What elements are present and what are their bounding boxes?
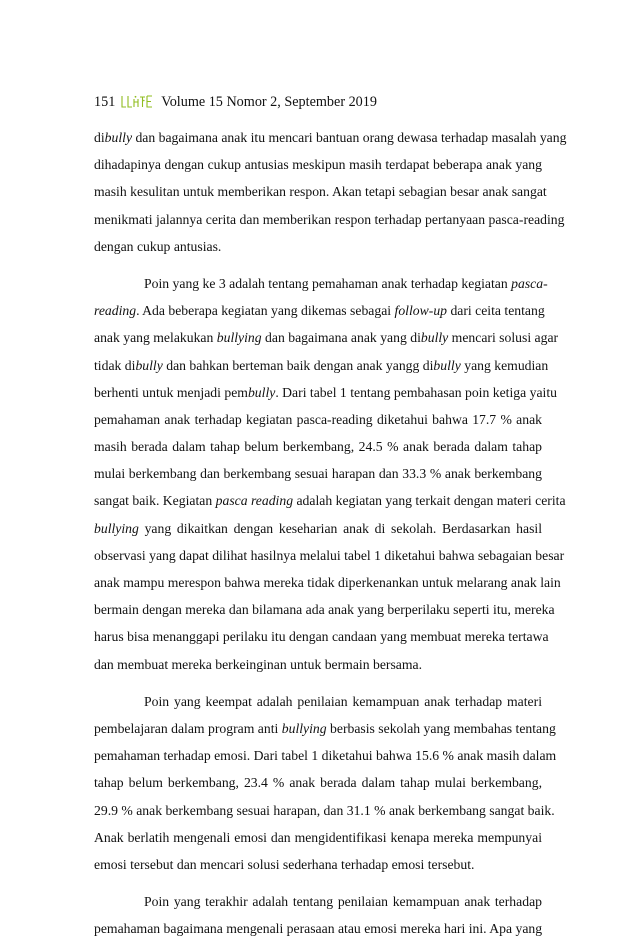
text-line (94, 379, 557, 406)
italic-term: follow-up (394, 303, 448, 319)
text-run: observasi yang dapat dilihat hasilnya melalui tabel 1 diketahui bahwa sebagaian besar (94, 547, 565, 563)
text-line (94, 515, 542, 542)
text-run: berbasis sekolah yang membahas tentang (326, 720, 556, 736)
text-line (94, 742, 557, 769)
text-line (94, 569, 561, 596)
text-line (94, 324, 559, 351)
text-line (94, 915, 542, 942)
text-run: yang dikaitkan dengan keseharian anak di sekolah. Berdasarkan hasil (138, 520, 542, 536)
text-run: bermain dengan mereka dan bilamana ada anak yang berperilaku seperti itu, mereka (94, 602, 555, 618)
italic-term: reading (94, 303, 137, 319)
text-run: pemahaman bagaimana mengenali perasaan atau emosi mereka hari ini. Apa yang (94, 921, 543, 937)
paragraph (94, 124, 567, 260)
text-run: anak yang melakukan (94, 330, 217, 346)
text-run: pemahaman anak terhadap kegiatan pasca-reading diketahui bahwa 17.7 % anak (94, 411, 542, 427)
text-run: pembelajaran dalam program anti (94, 720, 282, 736)
text-run: Poin yang ke 3 adalah tentang pemahaman anak terhadap kegiatan (144, 275, 512, 291)
text-line (94, 769, 542, 796)
text-line (94, 233, 542, 260)
text-line (94, 178, 547, 205)
italic-term: bully (420, 330, 449, 346)
text-run: berhenti untuk menjadi pem (94, 384, 248, 400)
text-line (94, 824, 542, 851)
italic-term: bullying (94, 520, 139, 536)
text-run: adalah kegiatan yang terkait dengan materi cerita (293, 493, 566, 509)
text-run: tahap belum berkembang, 23.4 % anak berada dalam tahap mulai berkembang, (94, 775, 542, 791)
text-run: masih berada dalam tahap belum berkembang, 24.5 % anak berada dalam tahap (94, 439, 542, 455)
text-run: mencari solusi agar (448, 330, 559, 346)
italic-term: bully (247, 384, 276, 400)
paragraph (94, 888, 542, 942)
text-run: masih kesulitan untuk memberikan respon. Akan tetapi sebagian besar anak sangat (94, 184, 547, 200)
text-line (94, 623, 549, 650)
text-run: mulai berkembang dan berkembang sesuai harapan dan 33.3 % anak berkembang (94, 466, 542, 482)
journal-logo (121, 94, 155, 107)
text-line (94, 715, 556, 742)
text-run: dan membuat mereka berkeinginan untuk bermain bersama. (94, 656, 422, 672)
paragraph (94, 688, 557, 878)
text-run: Anak berlatih mengenali emosi dan mengidentifikasi kenapa mereka mempunyai (94, 829, 542, 845)
text-run: emosi tersebut dan mencari solusi sederhana terhadap emosi tersebut. (94, 856, 475, 872)
italic-term: bullying (281, 720, 327, 736)
text-run: dari ceita tentang (447, 303, 545, 319)
text-line (94, 206, 565, 233)
italic-term: bully (433, 357, 461, 373)
italic-term: pasca- (511, 275, 548, 291)
journal-logo-icon (121, 95, 155, 108)
text-run: dan bahkan berteman baik dengan anak yangg di (162, 357, 434, 373)
italic-term: bullying (216, 330, 262, 346)
article-body (94, 124, 567, 942)
text-line (94, 433, 542, 460)
paragraph (94, 270, 566, 678)
italic-term: bully (135, 357, 163, 373)
page-header (94, 92, 377, 112)
text-run: 29.9 % anak berkembang sesuai harapan, dan 31.1 % anak berkembang sangat baik. (94, 802, 555, 818)
text-line (94, 124, 567, 151)
text-run: dan bagaimana anak yang di (261, 330, 421, 346)
text-line (94, 151, 542, 178)
italic-term: pasca reading (215, 493, 294, 509)
text-run: tidak di (94, 357, 136, 373)
text-run: yang kemudian (460, 357, 549, 373)
journal-info: Volume 15 Nomor 2, September 2019 (161, 94, 377, 110)
text-line (94, 487, 566, 514)
text-line (94, 688, 542, 715)
text-run: dengan cukup antusias. (94, 238, 222, 254)
text-run: di (94, 130, 105, 145)
text-line (94, 542, 565, 569)
text-run: menikmati jalannya cerita dan memberikan respon terhadap pertanyaan pasca-reading (94, 211, 565, 227)
text-line (94, 888, 542, 915)
text-line (94, 460, 542, 487)
text-line (94, 406, 542, 433)
text-line (94, 352, 549, 379)
text-run: harus bisa menanggapi perilaku itu dengan candaan yang membuat mereka tertawa (94, 629, 549, 645)
text-run: dihadapinya dengan cukup antusias meskipun masih terdapat beberapa anak yang (94, 157, 542, 173)
text-line (94, 596, 555, 623)
text-run: . Ada beberapa kegiatan yang dikemas sebagai (136, 303, 395, 319)
page-number: 151 (94, 94, 116, 110)
text-line (94, 297, 545, 324)
text-line (94, 851, 542, 878)
text-line (94, 797, 555, 824)
text-run: anak mampu merespon bahwa mereka tidak diperkenankan untuk melarang anak lain (94, 575, 561, 590)
text-line (94, 270, 548, 297)
text-run: Poin yang terakhir adalah tentang penilaian kemampuan anak terhadap (144, 894, 542, 910)
text-run: sangat baik. Kegiatan (94, 493, 216, 509)
text-run: . Dari tabel 1 tentang pembahasan poin ketiga yaitu (275, 384, 557, 400)
text-line (94, 651, 542, 678)
text-run: Poin yang keempat adalah penilaian kemampuan anak terhadap materi (144, 693, 542, 709)
italic-term: bully (104, 130, 133, 145)
text-run: dan bagaimana anak itu mencari bantuan orang dewasa terhadap masalah yang (132, 130, 567, 145)
text-run: pemahaman terhadap emosi. Dari tabel 1 diketahui bahwa 15.6 % anak masih dalam (94, 748, 557, 764)
